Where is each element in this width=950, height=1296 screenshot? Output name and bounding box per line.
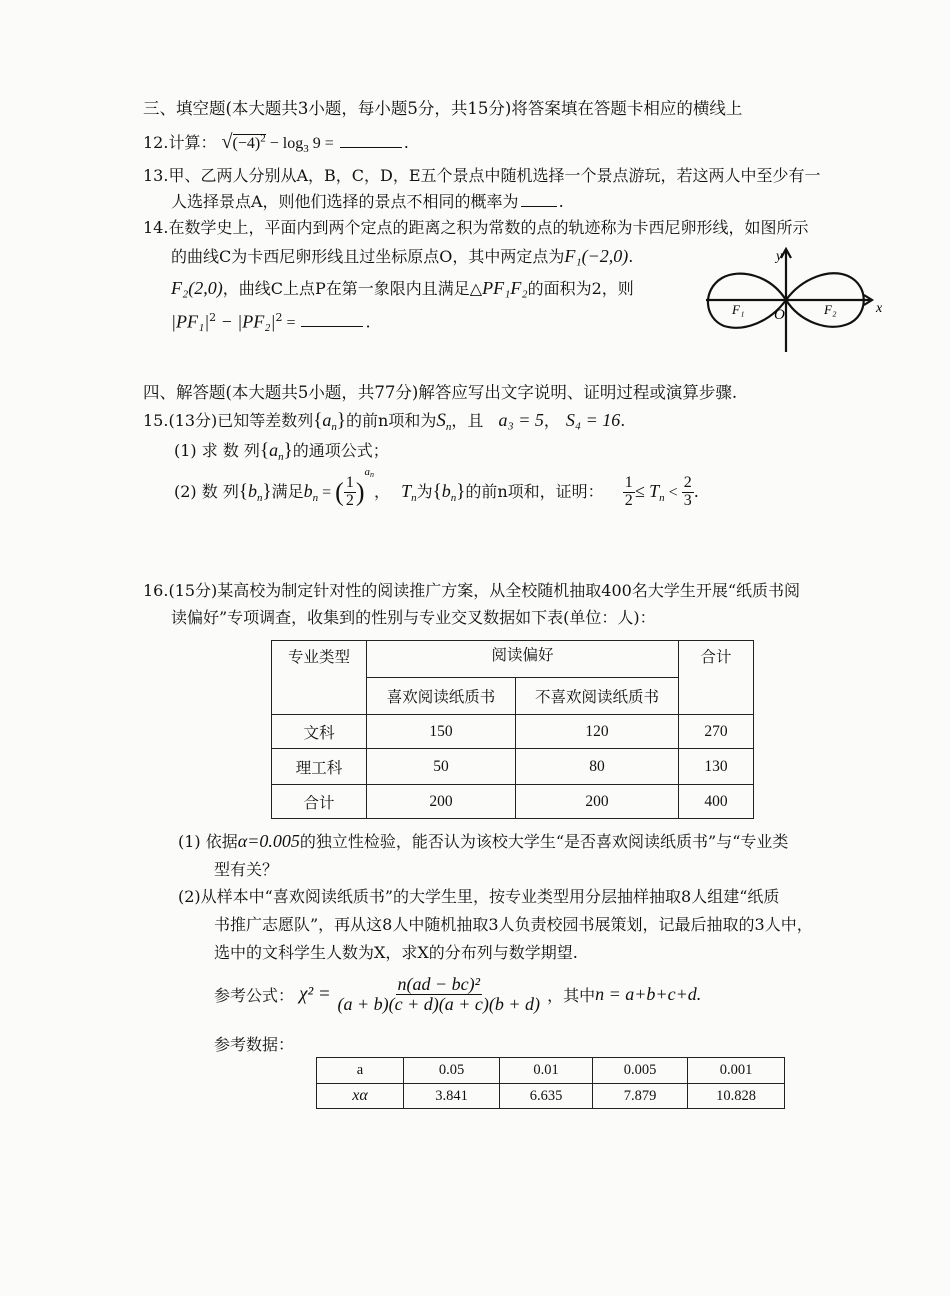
reference-formula: [214, 975, 701, 1014]
section3-title: 三、填空题(本大题共3小题，每小题5分，共15分)将答案填在答题卡相应的横线上: [143, 99, 743, 118]
q15-part2: (2) 数 列$\{b_n\}$满足$b_n$ = ( $\frac{1}{2}$ )$^{an}$， $T_n$为$\{b_n\}$的前n项和，证明： $\frac{1}{2}$ ≤ $T_n$ < $\frac{2}{3}$ .: [174, 466, 699, 509]
cell-like: 50: [367, 749, 516, 785]
q12-log: − log: [265, 135, 304, 152]
ref-xval: 10.828: [688, 1084, 785, 1109]
q12-end: .: [403, 133, 409, 152]
row-label: 合计: [272, 785, 367, 819]
q15-half-fraction: [344, 475, 356, 510]
q14-line1: 14.在数学史上，平面内到两个定点的距离之积为常数的点的轨迹称为卡西尼卵形线，如图所示: [143, 218, 809, 237]
cell-total: 130: [679, 749, 754, 785]
ref-alpha: 0.005: [593, 1058, 688, 1084]
q15-a3: a₃ = 5: [498, 410, 544, 430]
q15-sn: S: [436, 410, 446, 431]
q14-f2: F₂(2,0): [171, 278, 223, 298]
row-label: 文科: [272, 715, 367, 749]
cell-total: 400: [679, 785, 754, 819]
q12-log-arg: 9 =: [308, 135, 338, 152]
chi-numerator: n(ad − bc)²: [397, 974, 481, 994]
chi-square: χ² =: [299, 983, 336, 1005]
q15-ineq-den1: 2: [624, 492, 633, 509]
q14-pf2: − |PF₂|: [216, 311, 276, 332]
q13-line2: [171, 189, 564, 212]
q15-ineq-lt: <: [664, 484, 682, 501]
q15-an-sub: n: [331, 421, 337, 434]
q15-half-den: 2: [345, 492, 354, 509]
chi-denominator: (a + b)(c + d)(a + c)(b + d): [337, 993, 541, 1014]
q15-ineq-den2: 3: [683, 492, 692, 509]
th-type: 专业类型: [272, 641, 367, 715]
cell-dislike: 200: [516, 785, 679, 819]
th-total: 合计: [679, 641, 754, 715]
q14-line4: [171, 311, 371, 332]
q14-line3: [171, 276, 634, 299]
row-label: 理工科: [272, 749, 367, 785]
q15-tn: T: [401, 481, 412, 501]
q15-bn2: b: [303, 481, 313, 501]
q15-comma: ，: [543, 411, 560, 430]
y-label: y: [776, 249, 783, 264]
q14-exp2: 2: [275, 311, 283, 324]
q15-ineq-right: [682, 475, 694, 510]
q14-answer-blank[interactable]: [301, 312, 363, 327]
q15-p1-tail: 的通项公式；: [292, 441, 389, 460]
cassini-oval-figure: [700, 240, 890, 358]
q12-prefix: 12.计算：: [143, 133, 217, 152]
formula-tail: ，其中: [547, 985, 596, 1005]
q16-part1-line2: 型有关？: [214, 860, 279, 879]
q14-eq: =: [282, 314, 300, 332]
f1-label: F₁: [732, 302, 745, 317]
q16-part2-line1: (2)从样本中“喜欢阅读纸质书”的大学生里，按专业类型用分层抽样抽取8人组建“纸质: [178, 887, 780, 906]
origin-label: O: [774, 307, 785, 323]
q15-line1: 15.(13分)已知等差数列$\{a_n\}$的前n项和为$S_n$，且 a₃ = 5， S₄ = 16.: [143, 410, 626, 434]
q15-p1-an: a: [269, 440, 279, 460]
q15-ineq-mid: ≤ T: [634, 481, 660, 501]
q13-answer-blank[interactable]: [521, 192, 557, 207]
q12-exp: 2: [260, 132, 266, 145]
table-row: [272, 715, 754, 749]
x-label: x: [876, 301, 883, 316]
th-dislike: 不喜欢阅读纸质书: [516, 678, 679, 715]
ref-xval: 6.635: [500, 1084, 593, 1109]
survey-table: [271, 640, 754, 819]
q12-log-base: 3: [303, 143, 309, 156]
q14-pf1: |PF₁|: [171, 311, 210, 332]
q14-triangle: PF₁F₂: [482, 278, 528, 298]
q16-p1-intro: (1) 依据: [178, 832, 238, 851]
q14-f1: F₁(−2,0): [564, 246, 629, 266]
q14-line2-text: 的曲线C为卡西尼卵形线且过坐标原点O，其中两定点为: [171, 247, 565, 266]
ref-alpha: 0.01: [500, 1058, 593, 1084]
section4-title: 四、解答题(本大题共5小题，共77分)解答应写出文字说明、证明过程或演算步骤.: [143, 383, 738, 402]
q13-line2-text: 人选择景点A，则他们选择的景点不相同的概率为: [171, 192, 519, 211]
q16-alpha: α=0.005: [237, 831, 300, 851]
ref-xval: 3.841: [404, 1084, 500, 1109]
reference-table: [316, 1057, 785, 1109]
ref-alpha: 0.05: [404, 1058, 500, 1084]
q13-end: .: [558, 192, 564, 211]
q15-ineq-num2: 2: [683, 474, 692, 492]
chi-fraction: [336, 975, 543, 1014]
q15-ineq-end: .: [693, 482, 699, 501]
ref-header-x: xα: [317, 1084, 404, 1109]
q15-p1-text: (1) 求 数 列: [174, 441, 260, 460]
cell-like: 200: [367, 785, 516, 819]
q12-answer-blank[interactable]: [340, 133, 402, 148]
q13-line1: 13.甲、乙两人分别从A，B，C，D，E五个景点中随机选择一个景点游玩，若这两人中至少有一: [143, 166, 821, 185]
q15-p1-an-sub: n: [278, 451, 284, 464]
sqrt-icon: √: [221, 131, 233, 153]
q15-eq: =: [318, 484, 336, 501]
cell-like: 150: [367, 715, 516, 749]
q15-satisfy: 满足: [271, 482, 304, 501]
q15-part1: (1) 求 数 列$\{a_n\}$的通项公式；: [174, 440, 389, 464]
q15-prove: 的前n项和，证明：: [465, 482, 604, 501]
q14-exp1: 2: [209, 311, 217, 324]
q15-ineq-left: [623, 475, 635, 510]
formula-n: n = a+b+c+d.: [595, 983, 702, 1004]
q15-p2-comma: ，: [373, 482, 390, 501]
question-12: [143, 130, 409, 155]
q16-line1: 16.(15分)某高校为制定针对性的阅读推广方案，从全校随机抽取400名大学生开展“纸质书阅: [143, 581, 801, 600]
f2-label: F₂: [824, 302, 837, 317]
formula-label: 参考公式：: [214, 985, 295, 1005]
cell-total: 270: [679, 715, 754, 749]
ref-alpha: 0.001: [688, 1058, 785, 1084]
q15-an: a: [322, 410, 332, 430]
q15-bn3: b: [441, 481, 451, 501]
ref-xval: 7.879: [593, 1084, 688, 1109]
q16-part1-line1: [178, 829, 788, 852]
q15-sum-text: 的前n项和为: [346, 411, 437, 430]
q12-sqrt-content: [233, 134, 266, 152]
q15-p2-text: (2) 数 列: [174, 482, 239, 501]
table-row: [272, 749, 754, 785]
table-row: [272, 785, 754, 819]
th-like: 喜欢阅读纸质书: [367, 678, 516, 715]
reference-data-label: 参考数据：: [214, 1035, 295, 1054]
cell-dislike: 80: [516, 749, 679, 785]
q15-s4: S₄ = 16: [565, 410, 621, 430]
q15-is: 为: [416, 482, 433, 501]
q14-end: .: [365, 312, 371, 332]
q15-and: ，且: [451, 411, 484, 430]
q16-part2-line3: 选中的文科学生人数为X，求X的分布列与数学期望.: [214, 943, 578, 962]
q15-ineq-num1: 1: [624, 474, 633, 492]
q14-line3-tail: 的面积为2，则: [527, 279, 634, 298]
q16-part2-line2: 书推广志愿队”，再从这8人中随机抽取3人负责校园书展策划，记最后抽取的3人中，: [214, 915, 813, 934]
q16-p1-text: 的独立性检验，能否认为该校大学生“是否喜欢阅读纸质书”与“专业类: [299, 832, 789, 851]
q15-intro: 15.(13分)已知等差数列: [143, 411, 314, 430]
q14-line2: 的曲线C为卡西尼卵形线且过坐标原点O，其中两定点为F₁(−2,0).: [171, 246, 634, 266]
q16-line2: 读偏好”专项调查，收集到的性别与专业交叉数据如下表(单位：人)：: [171, 608, 656, 627]
q12-expr-a: (−4): [232, 135, 261, 152]
q15-bn: b: [247, 481, 257, 501]
cell-dislike: 120: [516, 715, 679, 749]
q15-exp-an: a: [364, 466, 370, 478]
q15-sn-sub: n: [445, 421, 452, 434]
q15-half-num: 1: [345, 474, 354, 492]
th-pref: 阅读偏好: [367, 641, 679, 678]
ref-header-a: a: [317, 1058, 404, 1084]
q15-dot: .: [620, 411, 626, 430]
q14-line3-text: ，曲线C上点P在第一象限内且满足△: [222, 279, 483, 298]
